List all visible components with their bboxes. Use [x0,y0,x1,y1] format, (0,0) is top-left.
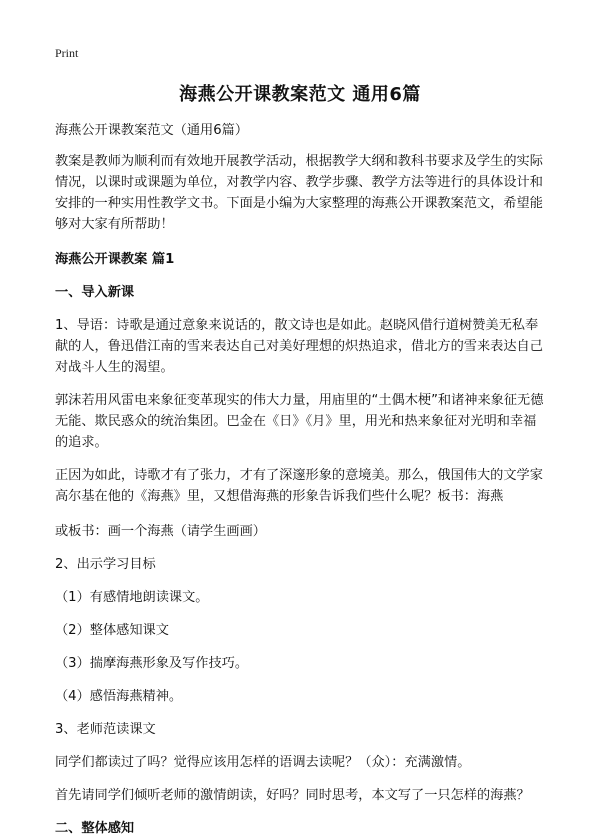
paragraph: 首先请同学们倾听老师的激情朗读，好吗？同时思考，本文写了一只怎样的海燕？ [55,788,530,803]
section-heading: 海燕公开课教案 篇1 [55,252,175,267]
list-heading: 3、老师范读课文 [55,722,156,737]
document-subtitle: 海燕公开课教案范文（通用6篇） [55,123,249,138]
goal-item: （4）感悟海燕精神。 [55,689,183,704]
document-body [55,120,545,839]
intro-paragraph: 教案是教师为顺利而有效地开展教学活动，根据教学大纲和教科书要求及学生的实际情况，以课时或课题为单位，对教学内容、教学步骤、教学方法等进行的具体设计和安排的一种实用性教学文书。下面是小编为大家整理的海燕公开课教案范文，希望能够对大家有所帮助！ [55,154,543,232]
goal-item: （2）整体感知课文 [55,623,169,638]
paragraph: 1、导语：诗歌是通过意象来说话的，散文诗也是如此。赵晓风借行道树赞美无私奉献的人，鲁迅借江南的雪来表达自己对美好理想的炽热追求，借北方的雪来表达自己对战斗人生的渴望。 [55,318,543,375]
list-heading: 2、出示学习目标 [55,557,156,572]
paragraph: 同学们都读过了吗？觉得应该用怎样的语调去读呢？（众）：充满激情。 [55,755,471,770]
print-label[interactable]: Print [55,46,79,60]
goal-item: （3）揣摩海燕形象及写作技巧。 [55,656,249,671]
page-title: 海燕公开课教案范文 通用6篇 [179,84,421,105]
paragraph: 正因为如此，诗歌才有了张力，才有了深邃形象的意境美。那么，俄国伟大的文学家高尔基在他的《海燕》里，又想借海燕的形象告诉我们些什么呢？板书：海燕 [55,468,543,504]
paragraph: 郭沫若用风雷电来象征变革现实的伟大力量，用庙里的“土偶木梗”和诸神来象征无德无能、欺民惑众的统治集团。巴金在《日》《月》里，用光和热来象征对光明和幸福的追求。 [55,393,544,450]
goal-item: （1）有感情地朗读课文。 [55,590,209,605]
part-heading: 一、导入新课 [55,285,135,300]
part-heading: 二、整体感知 [55,821,135,836]
paragraph: 或板书：画一个海燕（请学生画画） [55,524,266,539]
